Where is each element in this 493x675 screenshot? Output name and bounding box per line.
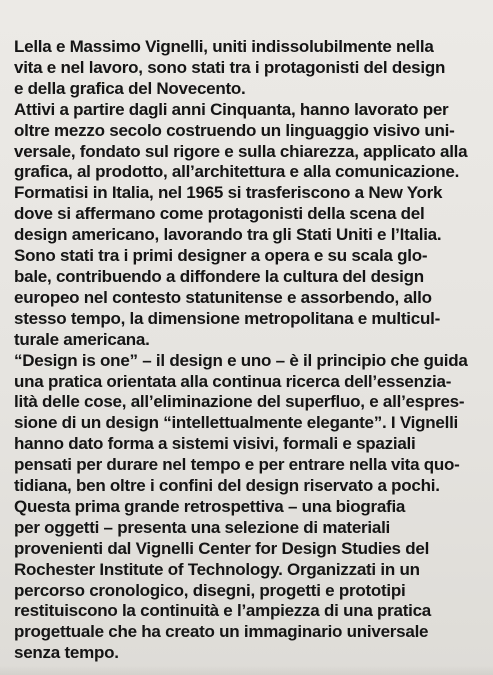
- text-line: una pratica orientata alla continua ricerca dell’essenzia-: [14, 371, 452, 391]
- text-line: provenienti dal Vignelli Center for Design Studies del: [14, 538, 430, 558]
- text-line: europeo nel contesto statunitense e assorbendo, allo: [14, 287, 432, 307]
- wall-bottom-shadow: [0, 665, 493, 675]
- text-line: lità delle cose, all’eliminazione del superfluo, e all’espres-: [14, 392, 465, 412]
- text-line: hanno dato forma a sistemi visivi, formali e spaziali: [14, 434, 416, 454]
- text-line: pensati per durare nel tempo e per entrare nella vita quo-: [14, 455, 460, 475]
- text-line: versale, fondato sul rigore e sulla chiarezza, applicato alla: [14, 141, 468, 161]
- text-line: tidiana, ben oltre i confini del design riservato a pochi.: [14, 476, 440, 496]
- text-line: senza tempo.: [14, 643, 119, 663]
- text-line: bale, contribuendo a diffondere la cultura del design: [14, 266, 424, 286]
- text-line: Sono stati tra i primi designer a opera e su scala glo-: [14, 246, 428, 266]
- text-line: progettuale che ha creato un immaginario universale: [14, 622, 429, 642]
- text-line: vita e nel lavoro, sono stati tra i protagonisti del design: [14, 57, 446, 77]
- text-line: “Design is one” – il design e uno – è il principio che guida: [14, 350, 468, 370]
- text-line: per oggetti – presenta una selezione di materiali: [14, 517, 391, 537]
- text-line: grafica, al prodotto, all’architettura e alla comunicazione.: [14, 162, 460, 182]
- text-line: oltre mezzo secolo costruendo un linguaggio visivo uni-: [14, 120, 455, 140]
- text-line: e della grafica del Novecento.: [14, 78, 246, 98]
- text-line: Rochester Institute of Technology. Organizzati in un: [14, 559, 420, 579]
- text-line: stesso tempo, la dimensione metropolitana e multicul-: [14, 308, 441, 328]
- body-text: [14, 37, 483, 664]
- text-line: dove si affermano come protagonisti della scena del: [14, 204, 425, 224]
- text-line: design americano, lavorando tra gli Stati Uniti e l’Italia.: [14, 225, 442, 245]
- text-line: turale americana.: [14, 329, 150, 349]
- text-line: Lella e Massimo Vignelli, uniti indissolubilmente nella: [14, 37, 434, 56]
- text-line: Questa prima grande retrospettiva – una biografia: [14, 496, 406, 516]
- text-line: Attivi a partire dagli anni Cinquanta, hanno lavorato per: [14, 99, 449, 119]
- text-line: restituiscono la continuità e l’ampiezza di una pratica: [14, 601, 432, 621]
- text-line: percorso cronologico, disegni, progetti e prototipi: [14, 580, 406, 600]
- text-line: Formatisi in Italia, nel 1965 si trasferiscono a New York: [14, 183, 443, 203]
- text-line: sione di un design “intellettualmente elegante”. I Vignelli: [14, 413, 459, 433]
